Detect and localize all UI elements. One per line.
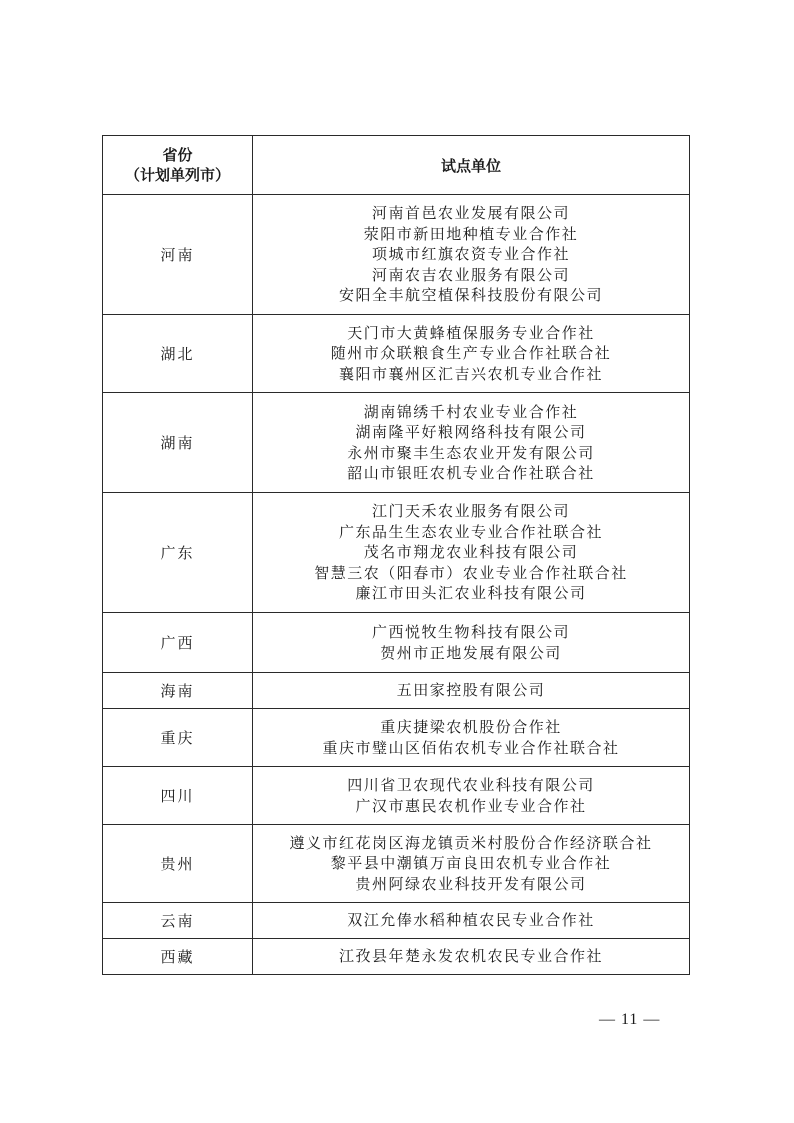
pilot-units-cell — [253, 195, 690, 315]
pilot-unit-name: 广东品生生态农业专业合作社联合社 — [338, 522, 603, 541]
table-row — [103, 767, 690, 825]
province-cell: 四川 — [103, 767, 253, 825]
table-body — [103, 195, 690, 975]
pilot-units-cell — [253, 613, 690, 673]
province-cell: 广东 — [103, 493, 253, 613]
pilot-unit-name: 永州市聚丰生态农业开发有限公司 — [347, 443, 595, 462]
header-province-line1: 省份 — [162, 146, 193, 164]
pilot-unit-name: 韶山市银旺农机专业合作社联合社 — [347, 464, 595, 482]
province-cell: 湖南 — [103, 393, 253, 493]
pilot-unit-name: 遵义市红花岗区海龙镇贡米村股份合作经济联合社 — [289, 833, 653, 852]
table-row — [103, 195, 690, 315]
pilot-unit-name: 湖南锦绣千村农业专业合作社 — [363, 402, 579, 421]
pilot-unit-name: 重庆捷梁农机股份合作社 — [380, 718, 562, 736]
pilot-units-cell — [253, 673, 690, 709]
pilot-units-cell — [253, 709, 690, 767]
header-province — [103, 136, 253, 195]
province-cell: 海南 — [103, 673, 253, 709]
table-row — [103, 673, 690, 709]
pilot-unit-name: 江孜县年楚永发农机农民专业合作社 — [338, 947, 603, 966]
province-cell: 河南 — [103, 195, 253, 315]
province-cell: 湖北 — [103, 315, 253, 393]
pilot-units-cell — [253, 767, 690, 825]
pilot-units-cell — [253, 825, 690, 903]
pilot-unit-name: 廉江市田头汇农业科技有限公司 — [355, 584, 587, 603]
pilot-unit-name: 五田家控股有限公司 — [396, 681, 546, 700]
pilot-unit-name: 广汉市惠民农机作业专业合作社 — [355, 796, 587, 815]
province-cell: 广西 — [103, 613, 253, 673]
table-row — [103, 939, 690, 975]
header-pilot-units: 试点单位 — [253, 136, 690, 195]
pilot-unit-name: 重庆市璧山区佰佑农机专业合作社联合社 — [322, 738, 620, 757]
pilot-unit-name: 湖南隆平好粮网络科技有限公司 — [355, 423, 587, 441]
province-cell: 重庆 — [103, 709, 253, 767]
table-row — [103, 613, 690, 673]
pilot-unit-name: 广西悦牧生物科技有限公司 — [371, 623, 570, 641]
pilot-unit-name: 贺州市正地发展有限公司 — [380, 643, 562, 662]
province-cell: 贵州 — [103, 825, 253, 903]
table-row — [103, 825, 690, 903]
pilot-unit-name: 贵州阿绿农业科技开发有限公司 — [355, 874, 587, 893]
pilot-unit-name: 天门市大黄蜂植保服务专业合作社 — [347, 323, 595, 342]
pilot-units-cell — [253, 393, 690, 493]
pilot-unit-name: 安阳全丰航空植保科技股份有限公司 — [338, 286, 603, 305]
table-row — [103, 393, 690, 493]
pilot-unit-name: 茂名市翔龙农业科技有限公司 — [363, 543, 579, 562]
pilot-unit-name: 项城市红旗农资专业合作社 — [371, 245, 570, 264]
pilot-unit-name: 智慧三农（阳春市）农业专业合作社联合社 — [314, 563, 628, 582]
pilot-units-cell — [253, 939, 690, 975]
table-row — [103, 493, 690, 613]
table-row — [103, 709, 690, 767]
pilot-units-cell — [253, 315, 690, 393]
pilot-unit-name: 河南首邑农业发展有限公司 — [371, 204, 570, 223]
pilot-unit-name: 双江允俸水稻种植农民专业合作社 — [347, 911, 595, 930]
pilot-units-table — [102, 135, 690, 975]
header-province-line2: （计划单列市） — [124, 166, 230, 184]
pilot-unit-name: 襄阳市襄州区汇吉兴农机专业合作社 — [338, 364, 603, 383]
pilot-unit-name: 江门天禾农业服务有限公司 — [371, 502, 570, 521]
pilot-unit-name: 四川省卫农现代农业科技有限公司 — [347, 776, 595, 794]
pilot-unit-name: 荥阳市新田地种植专业合作社 — [363, 224, 579, 243]
province-cell: 云南 — [103, 903, 253, 939]
table-header-row — [103, 136, 690, 195]
pilot-units-cell — [253, 903, 690, 939]
pilot-units-cell — [253, 493, 690, 613]
province-cell: 西藏 — [103, 939, 253, 975]
pilot-unit-name: 随州市众联粮食生产专业合作社联合社 — [330, 344, 612, 363]
pilot-unit-name: 黎平县中潮镇万亩良田农机专业合作社 — [330, 854, 612, 873]
page-number: — 11 — — [599, 1011, 661, 1028]
table-row — [103, 315, 690, 393]
table-row — [103, 903, 690, 939]
pilot-unit-name: 河南农吉农业服务有限公司 — [371, 265, 570, 284]
